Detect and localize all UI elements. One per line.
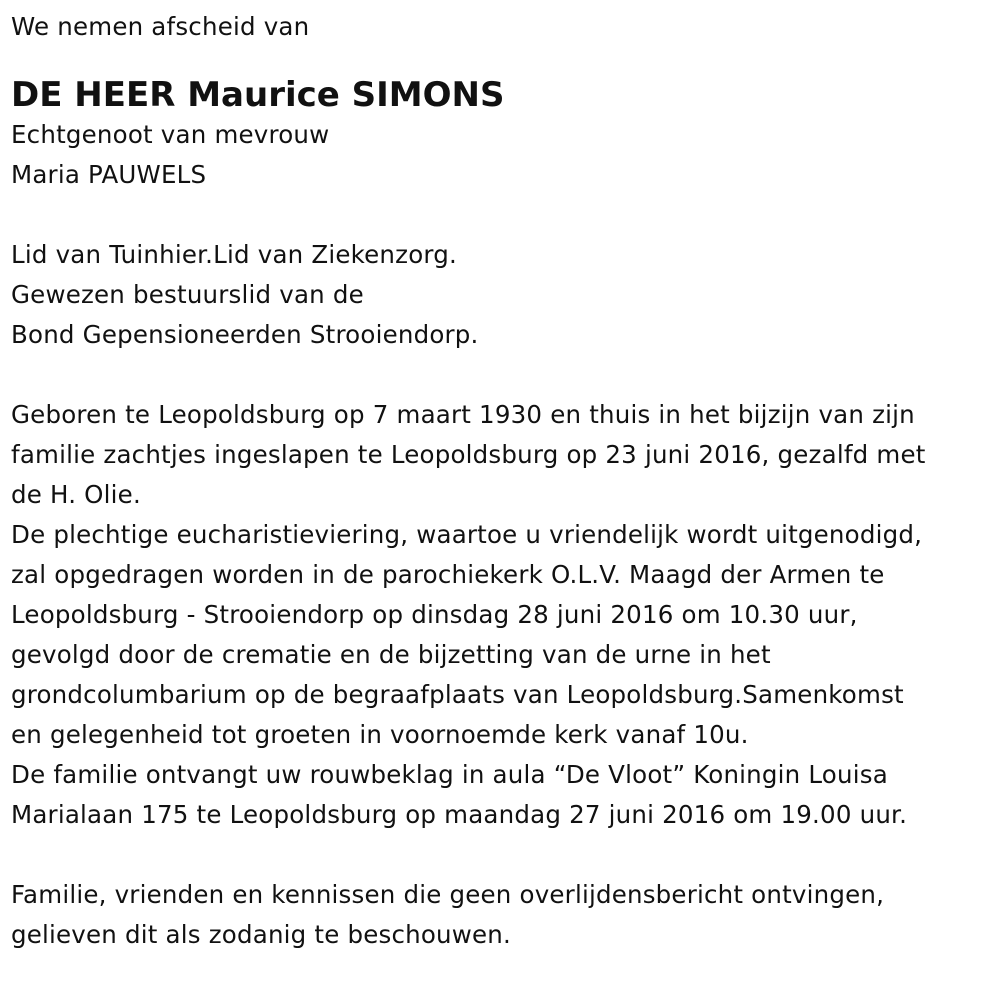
closing-line-2: gelieven dit als zodanig te beschouwen. — [11, 920, 512, 949]
body-line-3: de H. Olie. — [11, 480, 141, 509]
spouse-line-2: Maria PAUWELS — [11, 160, 207, 189]
spouse-line-1: Echtgenoot van mevrouw — [11, 120, 330, 149]
body-line-1: Geboren te Leopoldsburg op 7 maart 1930 en thuis in het bijzijn van zijn — [11, 400, 915, 429]
body-line-9: en gelegenheid tot groeten in voornoemde kerk vanaf 10u. — [11, 720, 749, 749]
membership-line-2: Gewezen bestuurslid van de — [11, 280, 364, 309]
body-line-5: zal opgedragen worden in de parochiekerk O.L.V. Maagd der Armen te — [11, 560, 885, 589]
membership-line-1: Lid van Tuinhier.Lid van Ziekenzorg. — [11, 240, 457, 269]
body-line-7: gevolgd door de crematie en de bijzetting van de urne in het — [11, 640, 771, 669]
deceased-name-heading: DE HEER Maurice SIMONS — [11, 75, 505, 115]
spacer — [11, 195, 1000, 235]
body-line-10: De familie ontvangt uw rouwbeklag in aula “De Vloot” Koningin Louisa — [11, 760, 888, 789]
body-line-4: De plechtige eucharistieviering, waartoe u vriendelijk wordt uitgenodigd, — [11, 520, 923, 549]
body-line-11: Marialaan 175 te Leopoldsburg op maandag 27 juni 2016 om 19.00 uur. — [11, 800, 908, 829]
closing-line-1: Familie, vrienden en kennissen die geen overlijdensbericht ontvingen, — [11, 880, 885, 909]
intro-text: We nemen afscheid van — [11, 12, 310, 41]
body-line-2: familie zachtjes ingeslapen te Leopoldsburg op 23 juni 2016, gezalfd met — [11, 440, 926, 469]
spacer — [11, 355, 1000, 395]
body-line-8: grondcolumbarium op de begraafplaats van Leopoldsburg.Samenkomst — [11, 680, 904, 709]
body-line-6: Leopoldsburg - Strooiendorp op dinsdag 28 juni 2016 om 10.30 uur, — [11, 600, 858, 629]
membership-line-3: Bond Gepensioneerden Strooiendorp. — [11, 320, 479, 349]
spacer — [11, 835, 1000, 875]
